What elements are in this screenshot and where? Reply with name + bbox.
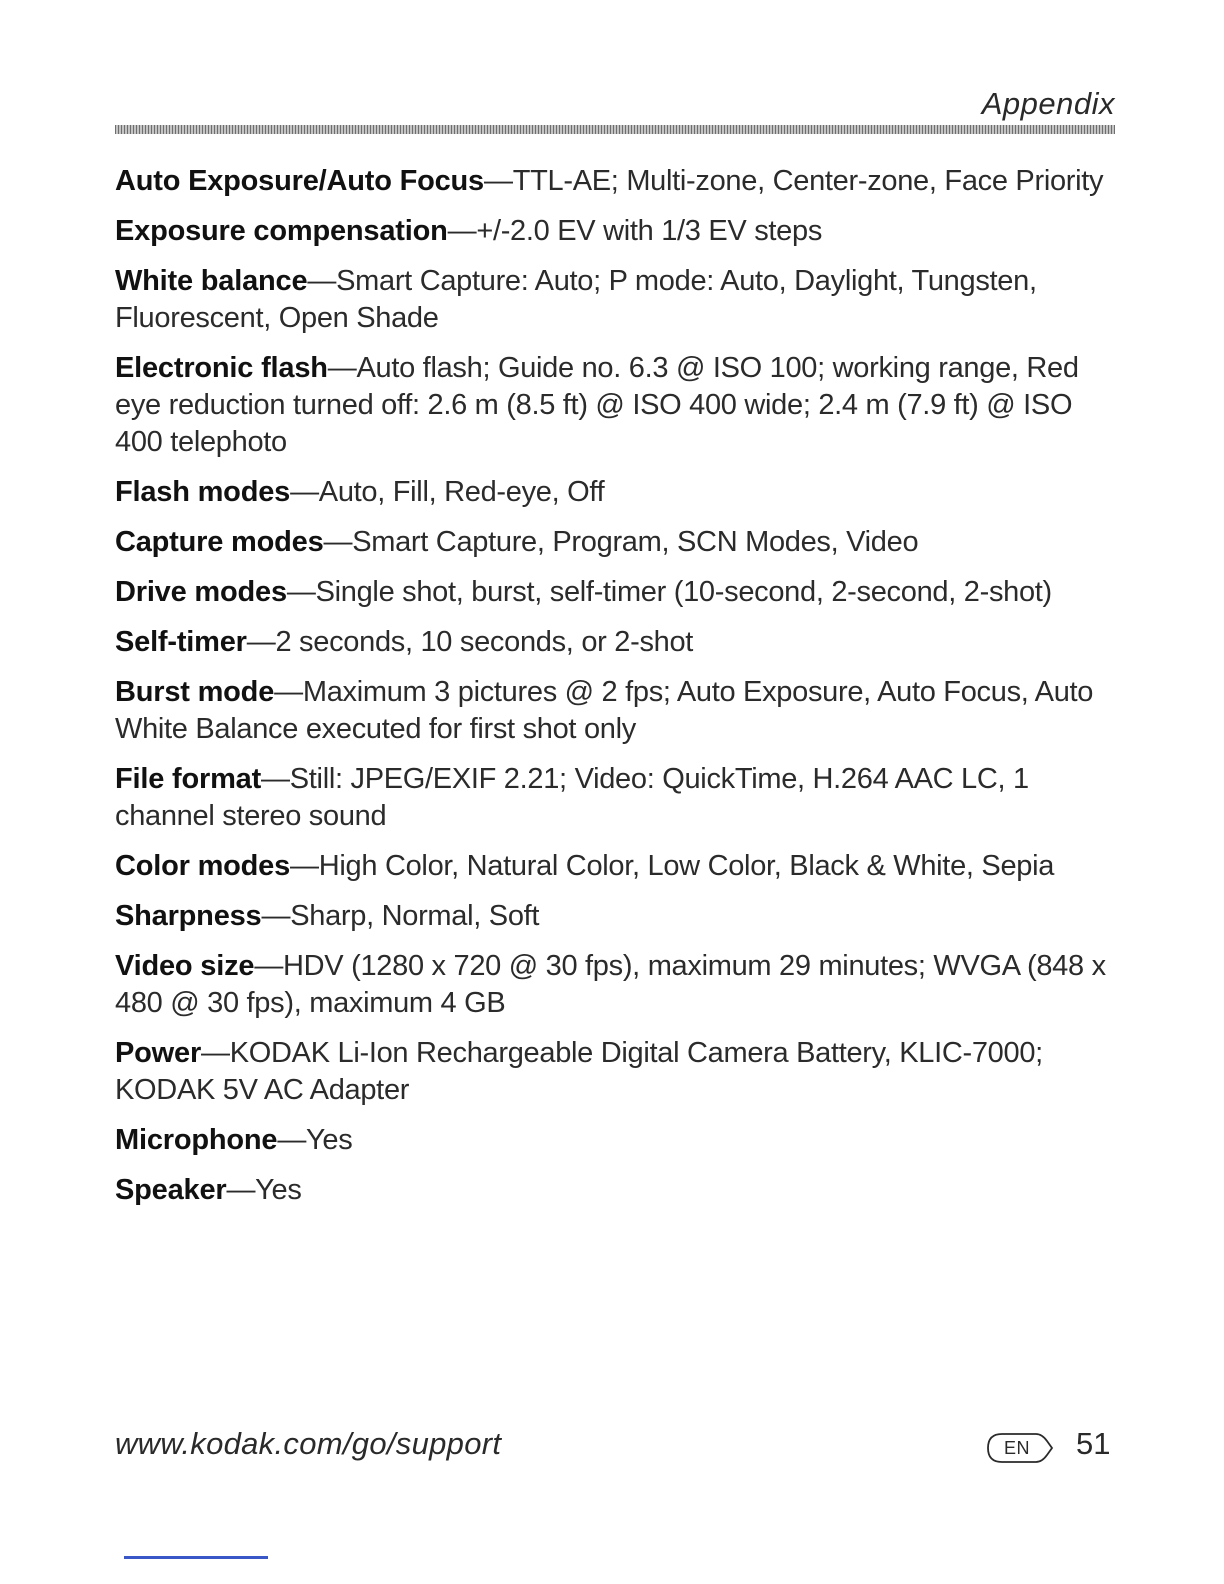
section-title: Appendix bbox=[981, 86, 1115, 121]
spec-separator: — bbox=[226, 1174, 256, 1206]
spec-description: +/-2.0 EV with 1/3 EV steps bbox=[476, 215, 823, 247]
spec-description: Smart Capture, Program, SCN Modes, Video bbox=[352, 526, 919, 558]
spec-description: Sharp, Normal, Soft bbox=[290, 900, 540, 932]
spec-term: Exposure compensation bbox=[115, 215, 448, 247]
spec-separator: — bbox=[484, 165, 513, 197]
spec-term: Speaker bbox=[115, 1174, 227, 1206]
spec-separator: — bbox=[447, 215, 477, 247]
spec-item bbox=[115, 350, 1115, 461]
page-header bbox=[115, 80, 1115, 134]
spec-separator: — bbox=[323, 526, 353, 558]
spec-term: Burst mode bbox=[115, 676, 275, 708]
spec-item bbox=[115, 848, 1115, 885]
spec-description: TTL-AE; Multi-zone, Center-zone, Face Priority bbox=[512, 165, 1104, 197]
spec-term: Auto Exposure/Auto Focus bbox=[115, 165, 484, 197]
language-code: EN bbox=[1003, 1438, 1030, 1458]
spec-item bbox=[115, 213, 1115, 250]
page-number: 51 bbox=[1076, 1426, 1111, 1461]
spec-separator: — bbox=[246, 626, 276, 658]
spec-separator: — bbox=[201, 1037, 230, 1069]
spec-item bbox=[115, 948, 1115, 1022]
spec-item bbox=[115, 1035, 1115, 1109]
support-url[interactable]: www.kodak.com/go/support bbox=[115, 1426, 502, 1461]
spec-item bbox=[115, 263, 1115, 337]
bottom-rule bbox=[124, 1556, 268, 1559]
spec-description: Maximum 3 pictures @ 2 fps; Auto Exposure, Auto Focus, Auto White Balance executed for first shot only bbox=[115, 676, 1094, 745]
header-rule bbox=[115, 125, 1115, 134]
spec-term: Self-timer bbox=[115, 626, 247, 658]
spec-term: Color modes bbox=[115, 850, 291, 882]
spec-description: High Color, Natural Color, Low Color, Black & White, Sepia bbox=[318, 850, 1055, 882]
spec-separator: — bbox=[254, 950, 284, 982]
spec-separator: — bbox=[274, 676, 303, 708]
spec-description: KODAK Li-Ion Rechargeable Digital Camera Battery, KLIC-7000; KODAK 5V AC Adapter bbox=[115, 1037, 1043, 1106]
spec-separator: — bbox=[261, 900, 291, 932]
spec-item bbox=[115, 524, 1115, 561]
spec-term: White balance bbox=[115, 265, 308, 297]
spec-item bbox=[115, 1172, 1115, 1209]
spec-item bbox=[115, 624, 1115, 661]
spec-description: Yes bbox=[255, 1174, 302, 1206]
spec-description: 2 seconds, 10 seconds, or 2-shot bbox=[275, 626, 694, 658]
spec-separator: — bbox=[290, 476, 319, 508]
spec-item bbox=[115, 574, 1115, 611]
spec-item bbox=[115, 761, 1115, 835]
spec-separator: — bbox=[307, 265, 337, 297]
spec-item bbox=[115, 674, 1115, 748]
spec-description: Single shot, burst, self-timer (10-second, 2-second, 2-shot) bbox=[315, 576, 1052, 608]
spec-separator: — bbox=[286, 576, 316, 608]
spec-description: Smart Capture: Auto; P mode: Auto, Daylight, Tungsten, Fluorescent, Open Shade bbox=[115, 265, 1037, 334]
spec-separator: — bbox=[327, 352, 357, 384]
spec-separator: — bbox=[290, 850, 319, 882]
spec-description: Auto flash; Guide no. 6.3 @ ISO 100; working range, Red eye reduction turned off: 2.6 m (8.5 ft) @ ISO 400 wide; 2.4 m (7.9 ft) @ ISO 400 telephoto bbox=[115, 352, 1079, 458]
spec-term: Power bbox=[115, 1037, 202, 1069]
language-badge bbox=[986, 1432, 1056, 1464]
spec-description: HDV (1280 x 720 @ 30 fps), maximum 29 minutes; WVGA (848 x 480 @ 30 fps), maximum 4 GB bbox=[115, 950, 1106, 1019]
spec-term: Video size bbox=[115, 950, 255, 982]
spec-term: Sharpness bbox=[115, 900, 262, 932]
spec-item bbox=[115, 163, 1115, 200]
spec-separator: — bbox=[261, 763, 290, 795]
spec-list bbox=[115, 163, 1115, 1222]
spec-description: Yes bbox=[306, 1124, 353, 1156]
spec-term: Microphone bbox=[115, 1124, 278, 1156]
spec-separator: — bbox=[277, 1124, 307, 1156]
spec-item bbox=[115, 898, 1115, 935]
spec-term: Capture modes bbox=[115, 526, 324, 558]
spec-term: Drive modes bbox=[115, 576, 287, 608]
spec-item bbox=[115, 474, 1115, 511]
spec-description: Still: JPEG/EXIF 2.21; Video: QuickTime, H.264 AAC LC, 1 channel stereo sound bbox=[115, 763, 1029, 832]
spec-description: Auto, Fill, Red-eye, Off bbox=[318, 476, 605, 508]
spec-term: File format bbox=[115, 763, 262, 795]
spec-item bbox=[115, 1122, 1115, 1159]
spec-term: Flash modes bbox=[115, 476, 291, 508]
spec-term: Electronic flash bbox=[115, 352, 328, 384]
